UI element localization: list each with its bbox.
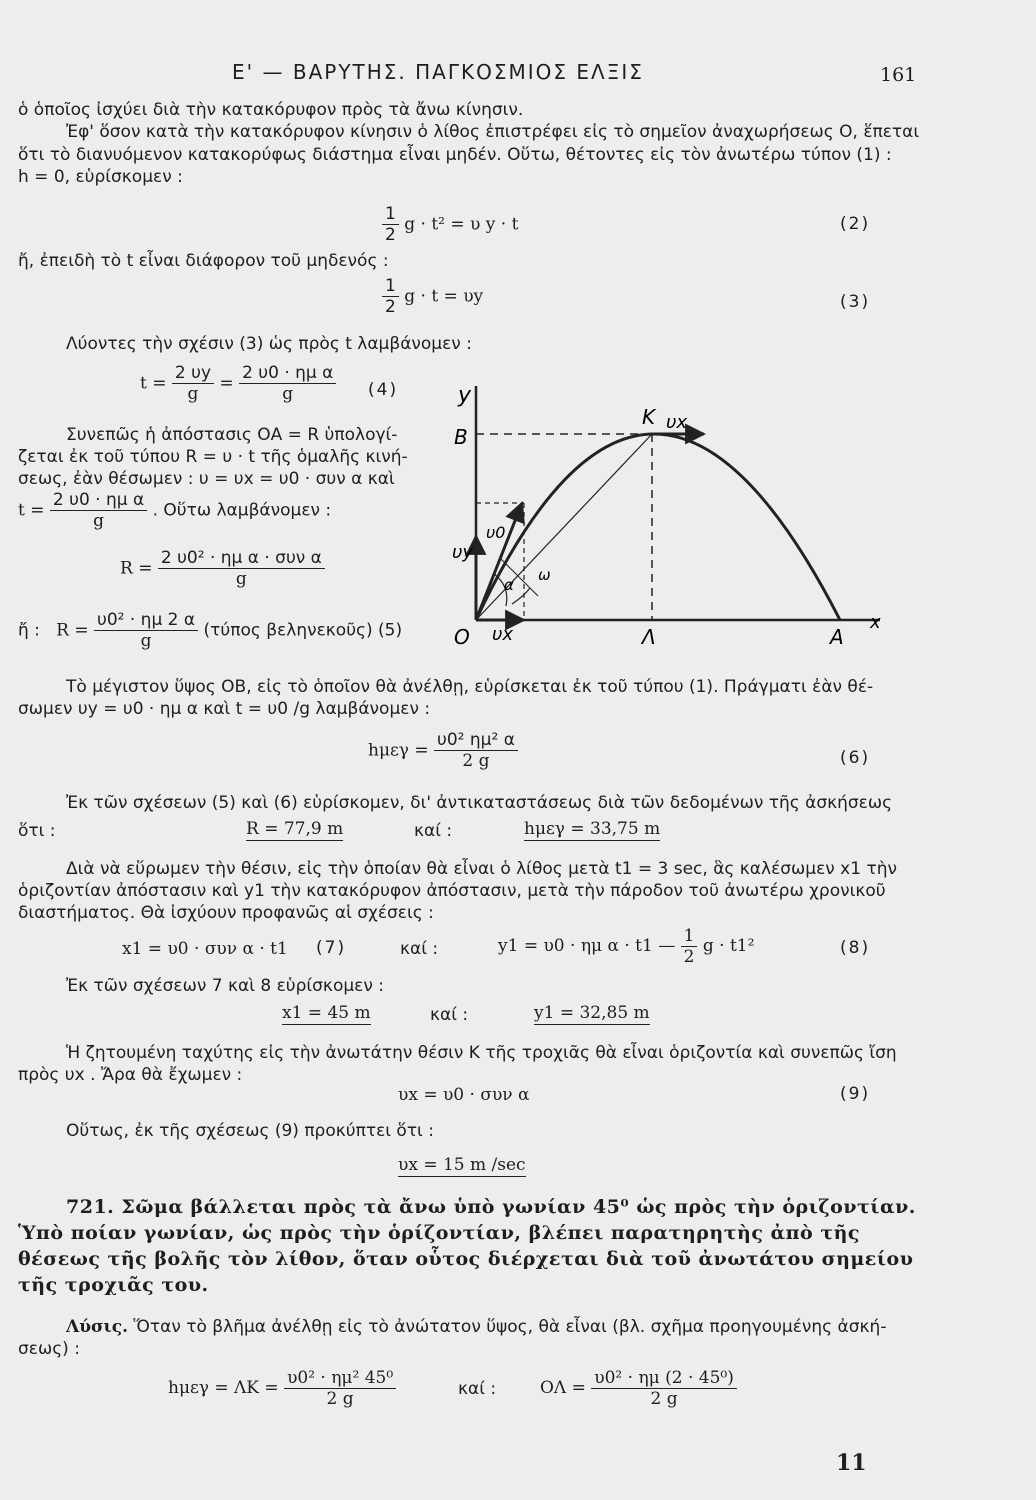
text-line: σεως, ἐὰν θέσωμεν : υ = υx = υ0 · συν α καὶ bbox=[18, 469, 395, 489]
equation-5b: ἤ : R = $\frac{\text{υ0² · ημ 2 α}}{g}$ (τύπος βεληνεκοῦς) (5) bbox=[18, 610, 403, 651]
fraction: $\frac{\text{υ0² · ημ 2 α}}{g}$ bbox=[94, 610, 198, 651]
text-line: Οὕτως, ἐκ τῆς σχέσεως (9) προκύπτει ὅτι : bbox=[66, 1121, 434, 1141]
fraction: $\frac{\text{υ0² · ημ² 45⁰}}{2 g}$ bbox=[284, 1368, 396, 1409]
omega-arc bbox=[512, 588, 530, 604]
fraction: $\frac{1}{2}$ bbox=[382, 204, 399, 245]
trajectory-figure bbox=[440, 368, 910, 648]
final-equation-1: hμεγ = ΛΚ = $\frac{\text{υ0² · ημ² 45⁰}}{2 g}$ bbox=[168, 1368, 396, 1409]
running-header: Ε' — ΒΑΡΥΤΗΣ. ΠΑΓΚΟΣΜΙΟΣ ΕΛΞΙΣ bbox=[232, 60, 644, 84]
equation-2: $\frac{1}{2}$ g · t² = υ y · t bbox=[382, 204, 518, 245]
fraction: $\frac{2 \upsilon y}{g}$ bbox=[172, 363, 214, 404]
text-line: Ἐκ τῶν σχέσεων (5) καὶ (6) εὑρίσκομεν, δι' ἀντικαταστάσεως διὰ τῶν δεδομένων τῆς ἀσκήσεως bbox=[66, 793, 893, 813]
fraction: $\frac{\text{2 υ0² · ημ α · συν α}}{g}$ bbox=[158, 548, 325, 589]
label-omega: ω bbox=[538, 566, 551, 584]
text-line: ὁριζοντίαν ἀπόστασιν καὶ y1 τὴν κατακόρυφον ἀπόστασιν, μετὰ τὴν πάροδον τοῦ ἀνωτέρω χρονικοῦ bbox=[18, 881, 886, 901]
fraction: $\frac{\text{υ0² · ημ (2 · 45⁰)}}{2 g}$ bbox=[591, 1368, 737, 1409]
text-line: διαστήματος. Θὰ ἰσχύουν προφανῶς αἱ σχέσεις : bbox=[18, 903, 434, 923]
trajectory-curve bbox=[476, 434, 840, 620]
result-x1: x1 = 45 m bbox=[282, 1003, 371, 1023]
page-number: 161 bbox=[880, 64, 917, 86]
equation-number: (2) bbox=[840, 214, 871, 234]
label-alpha: α bbox=[504, 576, 514, 594]
result-R: R = 77,9 m bbox=[246, 819, 344, 839]
text-line: πρὸς υx . Ἄρα θὰ ἔχωμεν : bbox=[18, 1065, 243, 1085]
equation-5a: R = $\frac{\text{2 υ0² · ημ α · συν α}}{g}$ bbox=[120, 548, 325, 589]
signature-mark: 11 bbox=[836, 1450, 867, 1476]
text-kai: καί : bbox=[430, 1005, 469, 1025]
text-line: ἤ, ἐπειδὴ τὸ t εἶναι διάφορον τοῦ μηδενός : bbox=[18, 251, 389, 271]
text-line: Συνεπῶς ἡ ἀπόστασις ΟΑ = R ὑπολογί- bbox=[66, 425, 398, 445]
label-A: A bbox=[830, 625, 844, 648]
label-O: O bbox=[454, 625, 470, 648]
equation-number: (9) bbox=[840, 1084, 871, 1104]
text-line: Ἡ ζητουμένη ταχύτης εἰς τὴν ἀνωτάτην θέσιν Κ τῆς τροχιᾶς θὰ εἶναι ὁριζοντία καὶ συνεπῶς ἴση bbox=[66, 1043, 897, 1063]
text-kai: καί : bbox=[458, 1379, 497, 1399]
result-h: hμεγ = 33,75 m bbox=[524, 819, 661, 839]
equation-number: (6) bbox=[840, 748, 871, 768]
fraction: $\frac{\text{2 υ0 · ημ α}}{g}$ bbox=[50, 490, 147, 531]
equation-7: x1 = υ0 · συν α · t1 bbox=[122, 939, 288, 959]
equation-3: $\frac{1}{2}$ g · t = υy bbox=[382, 276, 483, 317]
label-Lambda: Λ bbox=[642, 625, 656, 648]
text-line: ὅτι τὸ διανυόμενον κατακορύφως διάστημα εἶναι μηδέν. Οὕτω, θέτοντες εἰς τὸν ἀνωτέρω τύπον (1) : bbox=[18, 145, 892, 165]
result-vx: υx = 15 m /sec bbox=[398, 1155, 526, 1175]
equation-number: (8) bbox=[840, 938, 871, 958]
fraction: $\frac{1}{2}$ bbox=[681, 926, 698, 967]
equation-number: (4) bbox=[368, 380, 399, 400]
equation-number: (3) bbox=[840, 292, 871, 312]
text-line: Τὸ μέγιστον ὕψος ΟΒ, εἰς τὸ ὁποῖον θὰ ἀνέλθῃ, εὑρίσκεται ἐκ τοῦ τύπου (1). Πράγματι ἐὰν θέ- bbox=[66, 677, 874, 697]
text-kai: καί : bbox=[400, 939, 439, 959]
problem-line: 721. Σῶμα βάλλεται πρὸς τὰ ἄνω ὑπὸ γωνίαν 45⁰ ὡς πρὸς τὴν ὁριζοντίαν. bbox=[66, 1196, 916, 1218]
problem-line: Ὑπὸ ποίαν γωνίαν, ὡς πρὸς τὴν ὁρίζοντίαν, βλέπει παρατηρητὴς ἀπὸ τῆς bbox=[18, 1222, 860, 1244]
equation-number: (7) bbox=[316, 938, 347, 958]
label-B: B bbox=[454, 425, 468, 449]
equation-8: y1 = υ0 · ημ α · t1 — $\frac{1}{2}$ g · t1² bbox=[498, 926, 755, 967]
result-y1: y1 = 32,85 m bbox=[534, 1003, 650, 1023]
problem-line: τῆς τροχιᾶς του. bbox=[18, 1274, 209, 1296]
fraction: $\frac{\text{υ0² ημ² α}}{2 g}$ bbox=[434, 730, 518, 771]
text-line: σεως) : bbox=[18, 1339, 80, 1359]
text-line: Ἐκ τῶν σχέσεων 7 καὶ 8 εὑρίσκομεν : bbox=[66, 976, 384, 996]
final-equation-2: ΟΛ = $\frac{\text{υ0² · ημ (2 · 45⁰)}}{2 g}$ bbox=[540, 1368, 737, 1409]
text-line: Διὰ νὰ εὕρωμεν τὴν θέσιν, εἰς τὴν ὁποίαν θὰ εἶναι ὁ λίθος μετὰ t1 = 3 sec, ἃς καλέσωμεν x1 τὴν bbox=[66, 859, 897, 879]
fraction: $\frac{1}{2}$ bbox=[382, 276, 399, 317]
text-line: ζεται ἐκ τοῦ τύπου R = υ · t τῆς ὁμαλῆς κινή- bbox=[18, 447, 408, 467]
text-line: ὁ ὁποῖος ἰσχύει διὰ τὴν κατακόρυφον πρὸς τὰ ἄνω κίνησιν. bbox=[18, 100, 524, 120]
text-line: Ἐφ' ὅσον κατὰ τὴν κατακόρυφον κίνησιν ὁ λίθος ἐπιστρέφει εἰς τὸ σημεῖον ἀναχωρήσεως Ο, ἕπεται bbox=[66, 122, 920, 142]
label-vx-bottom: υx bbox=[492, 624, 514, 645]
text-line: ὅτι : bbox=[18, 821, 56, 841]
equation-4: t = $\frac{2 \upsilon y}{g}$ = $\frac{\text{2 υ0 · ημ α}}{g}$ bbox=[140, 363, 336, 404]
solution-line: Λύσις. Ὅταν τὸ βλῆμα ἀνέλθῃ εἰς τὸ ἀνώτατον ὕψος, θὰ εἶναι (βλ. σχῆμα προηγουμένης ἀσκή- bbox=[66, 1317, 887, 1337]
label-y: y bbox=[458, 383, 472, 408]
label-K: K bbox=[642, 405, 656, 429]
equation-6: hμεγ = $\frac{\text{υ0² ημ² α}}{2 g}$ bbox=[368, 730, 518, 771]
text-line: Λύοντες τὴν σχέσιν (3) ὡς πρὸς t λαμβάνομεν : bbox=[66, 334, 472, 354]
label-vx-top: υx bbox=[666, 412, 688, 433]
text-line: σωμεν υy = υ0 · ημ α καὶ t = υ0 /g λαμβάνομεν : bbox=[18, 699, 431, 719]
text-line: h = 0, εὑρίσκομεν : bbox=[18, 167, 183, 187]
problem-line: θέσεως τῆς βολῆς τὸν λίθον, ὅταν οὗτος διέρχεται διὰ τοῦ ἀνωτάτου σημείου bbox=[18, 1248, 914, 1270]
label-vy: υy bbox=[452, 542, 474, 563]
t-equation: t = $\frac{\text{2 υ0 · ημ α}}{g}$ . Οὕτω λαμβάνομεν : bbox=[18, 490, 332, 531]
text-kai: καί : bbox=[414, 821, 453, 841]
label-x: x bbox=[870, 612, 881, 633]
label-v0: υ0 bbox=[486, 523, 506, 542]
fraction: $\frac{\text{2 υ0 · ημ α}}{g}$ bbox=[239, 363, 336, 404]
equation-9: υx = υ0 · συν α bbox=[398, 1085, 530, 1105]
solution-label: Λύσις. bbox=[66, 1317, 129, 1337]
